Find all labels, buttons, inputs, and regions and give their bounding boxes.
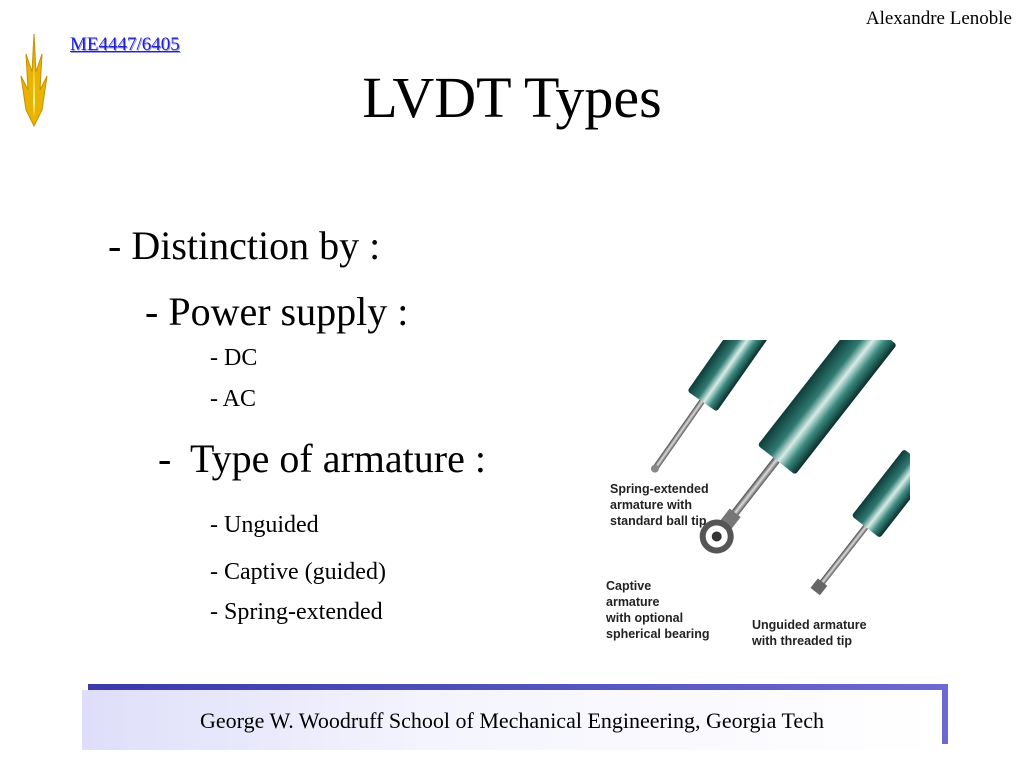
bullet-captive: - Captive (guided) bbox=[210, 559, 386, 585]
lvdt-armature-photo bbox=[600, 340, 910, 660]
svg-text:Unguided armaturewith threaded bbox=[751, 618, 867, 648]
caption-spring-1: Spring-extended bbox=[610, 482, 709, 496]
bullet-spring-extended: - Spring-extended bbox=[210, 599, 383, 625]
svg-text:Spring-extendedarmature withst bbox=[610, 482, 709, 528]
caption-captive-1: Captive bbox=[606, 579, 652, 593]
bullet-dash: - bbox=[158, 436, 172, 481]
caption-unguided-1: Unguided armature bbox=[752, 618, 867, 632]
course-code-link[interactable]: ME4447/6405 bbox=[70, 34, 180, 55]
bullet-type-of-armature bbox=[158, 435, 486, 482]
footer-text: George W. Woodruff School of Mechanical Engineering, Georgia Tech bbox=[200, 708, 824, 733]
bullet-armature-label: Type of armature : bbox=[190, 436, 486, 481]
author-name: Alexandre Lenoble bbox=[865, 8, 1012, 29]
caption-spring-2: armature with bbox=[610, 498, 692, 512]
bullet-distinction: - Distinction by : bbox=[108, 223, 381, 268]
bullet-power-supply: - Power supply : bbox=[145, 289, 409, 334]
caption-captive-2: armature bbox=[606, 595, 660, 609]
bullet-unguided: - Unguided bbox=[210, 512, 319, 538]
footer-banner bbox=[82, 690, 942, 750]
caption-spring-3: standard ball tip bbox=[610, 514, 707, 528]
caption-captive-4: spherical bearing bbox=[606, 627, 710, 641]
bullet-dc: - DC bbox=[210, 345, 258, 371]
svg-text:Captivearmaturewith optionalsp bbox=[605, 579, 710, 641]
caption-unguided-2: with threaded tip bbox=[752, 634, 852, 648]
slide-title: LVDT Types bbox=[362, 65, 662, 130]
bullet-ac: - AC bbox=[210, 386, 257, 412]
caption-captive-3: with optional bbox=[606, 611, 684, 625]
